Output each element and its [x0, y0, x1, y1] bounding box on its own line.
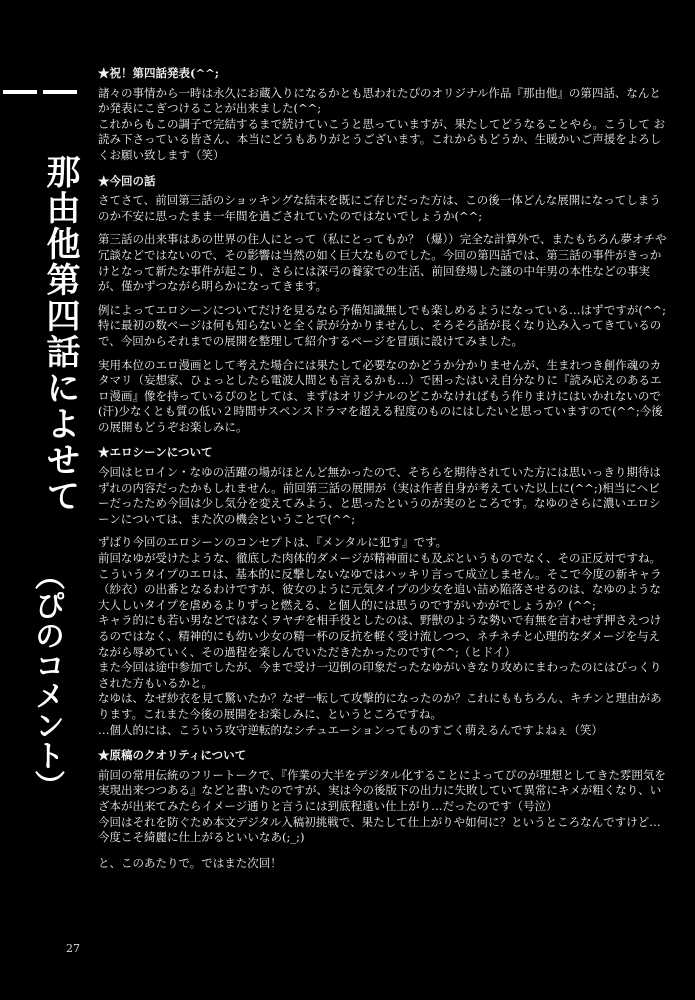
paragraph: 実用本位のエロ漫画として考えた場合には果たして必要なのかどうか分かりませんが、生まれつき創作魂のカタマリ（妄想家、ひょっとしたら電波人間とも言えるかも…）で困ったはいえ自分なりに『読み応えのあるエロ漫画』像を持っているぴのとしては、まずはオリジナルのどこかなければもう作りまけにはいかれないので(汗)少なくとも質の低い２時間サスペンスドラマを超える程度のものにはしたいと思っていますので(^^;今後の展開もどうぞお楽しみに。: [98, 357, 663, 434]
paragraph: 今回はヒロイン・なゆの活躍の場がほとんど無かったので、そちらを期待されていた方には思いっきり期待はずれの内容だったかもしれません。前回第三話の展開が（実は作者自身が考えていた以上に(^^;)相当にヘビーだったため今回は少し気分を変えてみよう、と思ったというのが実のところです。なゆのさらに濃いエロシーンについては、また次の機会ということで(^^;: [98, 465, 661, 526]
paragraph: さてさて、前回第三話のショッキングな結末を既にご存じだった方は、この後一体どんな展開になってしまうのか不安に思ったまま一年間を過ごされていたのではないでしょうか(^^;: [98, 193, 661, 223]
section-heading: ★エロシーンについて: [98, 445, 213, 460]
paragraph: 例によってエロシーンについてだけを見るなら予備知識無しでも楽しめるようになっている…はずですが(^^;特に最初の数ページは何も知らないと全く訳が分かりませんし、そろそろ話が長くなり込み入ってきているので、今回からそれまでの展開を整理して紹介するページを冒頭に設けてみました。: [98, 302, 667, 348]
section-heading: ★今回の話: [98, 173, 156, 188]
section-manuscript-quality: [98, 748, 670, 846]
vertical-subtitle: （ぴのコメント）: [29, 560, 64, 800]
section-this-episode: [98, 174, 670, 436]
paragraph: 前回の常用伝統のフリートークで、『作業の大半をデジタル化することによってぴのが理想としてきた雰囲気を実現出来つつある』などと書いたのですが、実は今の後版下の出力に失敗していて異常にキメが粗くなり、いざ本が出来てみたらイメージ通りと言うには到底程遠い仕上がり…だったのです（号泣） 今回はそれを防ぐため本文デジタル入稿初挑戦で、果たして仕上がりや如何に？というところなんですけど…今度こそ綺麗に仕上がるといいなあ(;_;): [98, 767, 666, 845]
vertical-title: ― 那由他第四話によせて ―: [0, 70, 80, 514]
paragraph: 第三話の出来事はあの世界の住人にとって（私にとってもか？（爆））完全な計算外で、またもちろん夢オチや冗談などではないので、その影響は当然の如く巨大なものでした。今回の第四話では、第三話の事件がきっかけとなって新たな事件が起こり、さらには深弓の養家での生活、前回登場した謎の中年男の本性などの事実が、僅かずつながら明らかになってきます。: [98, 232, 667, 294]
comment-body: [98, 66, 670, 946]
closing-line: と、このあたりで。ではまた次回！: [98, 855, 282, 870]
paragraph: 諸々の事情から一時は永久にお蔵入りになるかとも思われたぴのオリジナル作品『那由他』の第四話、なんとか発表にこぎつけることが出来ました(^^; これからもこの調子で完結するまで続けていこうと思っていますが、果たしてどうなることやら。こうして お読み下さっている皆さん、本当にどうもありがとうございます。これからもどうか、生暖かいご声援をよろしくお願い致します（笑）: [98, 85, 666, 162]
section-heading: ★原稿のクオリティについて: [98, 748, 247, 763]
page-number: 27: [66, 942, 80, 955]
paragraph: ずばり今回のエロシーンのコンセプトは、『メンタルに犯す』です。 前回なゆが受けたような、徹底した肉体的ダメージが精神面にも及ぶというものでなく、その正反対ですね。 こういうタイプのエロは、基本的に反撃しないなゆではハッキリ言って成立しません。そこで今度の新キャラ（紗衣）の出番となるわけですが、彼女のように元気タイプの少女を追い詰め陥落させるのは、なゆのような大人しいタイプを虐めるよりずっと燃える、と個人的には思うのですがいかがでしょうか？(^^; キャラ的にも若い男などではなくヲヤヂを相手役としたのは、野獣のような勢いで有無を言わせず押さえつけるのではなく、精神的にも幼い少女の精一杯の反抗を軽く受け流しつつ、ネチネチと心理的なダメージを与えながら辱めていく、その過程を楽しんでいただきたかったのです(^^;（ヒドイ） また今回は途中参加でしたが、今まで受け一辺倒の印象だったなゆがいきなり攻めにまわったのにはびっくりされた方もいるかと。 なゆは、なぜ紗衣を見て驚いたか？なぜ一転して攻撃的になったのか？これにももちろん、キチンと理由があります。これまた今後の展開をお楽しみに、というところですね。 …個人的には、こういう攻守逆転的なシチュエーションってものすごく萌えるんですよねぇ（笑）: [98, 535, 662, 737]
section-closing: [98, 856, 670, 872]
section-celebration: [98, 66, 670, 164]
section-heading: ★祝！第四話発表(^^;: [98, 66, 219, 80]
section-erotic-scenes: [98, 445, 670, 738]
